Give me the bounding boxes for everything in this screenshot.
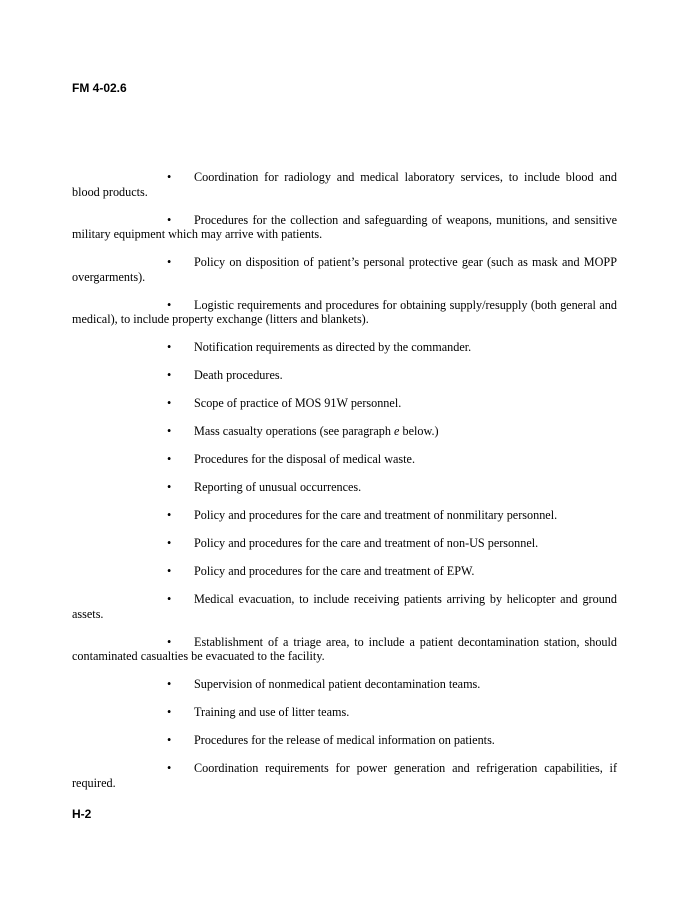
list-item-text: Mass casualty operations (see paragraph — [194, 424, 395, 439]
list-item — [72, 452, 617, 467]
bullet-icon: • — [167, 634, 172, 649]
list-item — [72, 368, 617, 383]
list-item-text: Medical evacuation, to include receiving patients arriving by helicopter and ground assets. — [72, 592, 617, 621]
list-item — [72, 705, 617, 720]
page-header-doc-id: FM 4-02.6 — [72, 81, 127, 95]
list-item-text: Policy on disposition of patient’s personal protective gear (such as mask and MOPP overgarments). — [72, 255, 617, 284]
list-item-text: Death procedures. — [194, 368, 283, 383]
list-item-text: Coordination requirements for power generation and refrigeration capabilities, if required. — [72, 761, 617, 790]
list-item-text: Procedures for the disposal of medical waste. — [194, 452, 415, 467]
bullet-icon: • — [167, 592, 172, 607]
bullet-icon: • — [167, 733, 172, 748]
list-item — [72, 255, 617, 284]
list-item — [72, 170, 617, 199]
list-item-text: Training and use of litter teams. — [194, 705, 350, 720]
bullet-icon: • — [167, 761, 172, 776]
list-item-text: Coordination for radiology and medical laboratory services, to include blood and blood products. — [72, 170, 617, 199]
bullet-icon: • — [167, 480, 172, 495]
list-item — [72, 761, 617, 790]
list-item — [72, 508, 617, 523]
list-item — [72, 298, 617, 327]
list-item-text: Notification requirements as directed by the commander. — [194, 340, 472, 355]
bullet-icon: • — [167, 368, 172, 383]
bullet-list — [72, 170, 617, 804]
list-item-text: Procedures for the collection and safeguarding of weapons, munitions, and sensitive military equipment which may arrive with patients. — [72, 212, 617, 242]
list-item-text-italic: e — [394, 424, 400, 439]
bullet-icon: • — [167, 452, 172, 467]
bullet-icon: • — [167, 705, 172, 720]
bullet-icon: • — [167, 340, 172, 355]
list-item — [72, 340, 617, 355]
list-item-text: Procedures for the release of medical information on patients. — [194, 733, 495, 748]
bullet-icon: • — [167, 396, 172, 411]
bullet-icon: • — [167, 170, 172, 184]
list-item-text: Supervision of nonmedical patient decontamination teams. — [194, 677, 481, 692]
list-item-text: Establishment of a triage area, to include a patient decontamination station, should contaminated casualties be evacuated to the facility. — [72, 634, 617, 664]
bullet-icon: • — [167, 536, 172, 551]
bullet-icon: • — [167, 297, 172, 312]
list-item-text: Policy and procedures for the care and treatment of nonmilitary personnel. — [194, 508, 558, 523]
list-item-text: Logistic requirements and procedures for obtaining supply/resupply (both general and medical), to include property exchange (litters and blankets). — [72, 297, 617, 327]
list-item — [72, 677, 617, 692]
bullet-icon: • — [167, 424, 172, 439]
list-item — [72, 592, 617, 621]
bullet-icon: • — [167, 508, 172, 523]
list-item-text: Policy and procedures for the care and treatment of non-US personnel. — [194, 536, 539, 551]
list-item — [72, 564, 617, 579]
list-item-text: Reporting of unusual occurrences. — [194, 480, 362, 495]
bullet-icon: • — [167, 212, 172, 227]
bullet-icon: • — [167, 255, 172, 270]
bullet-icon: • — [167, 564, 172, 579]
list-item — [72, 213, 617, 242]
list-item — [72, 733, 617, 748]
list-item — [72, 424, 617, 439]
list-item — [72, 480, 617, 495]
list-item-text: below.) — [399, 424, 439, 439]
list-item — [72, 536, 617, 551]
list-item-text: Policy and procedures for the care and treatment of EPW. — [194, 564, 475, 579]
page-number: H-2 — [72, 807, 92, 821]
bullet-icon: • — [167, 677, 172, 692]
list-item-text: Scope of practice of MOS 91W personnel. — [194, 396, 402, 411]
list-item — [72, 635, 617, 664]
list-item — [72, 396, 617, 411]
